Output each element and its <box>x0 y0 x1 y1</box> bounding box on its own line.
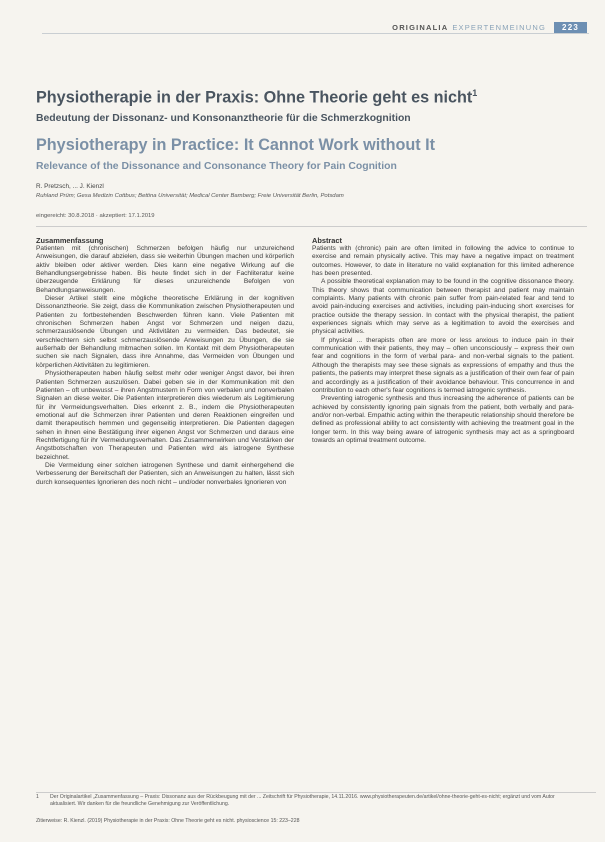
citation-line: Zitierweise: R. Kienzl. (2019) Physiotherapie in der Praxis: Ohne Theorie geht es nicht. physioscience 15: 223–228 <box>36 818 300 824</box>
running-header <box>392 22 587 33</box>
abstract-german-paragraph: Dieser Artikel stellt eine mögliche theoretische Erklärung in der kognitiven Dissonanztheorie. Sie zeigt, dass die Kommunikation zwischen Physiotherapeuten und Patienten zu fortbestehenden Beschwerden führen kann. Viele Patienten mit chronischen Schmerzen haben Angst vor Schmerzen und neigen dazu, schmerzauslösende Übungen und Aktivitäten zu vermeiden. Das bedeutet, sie verschlechtern sich selbst schmerzauslösende Anweisungen zu Übungen, die sie außerhalb der Behandlung mitmachen sollen. Im Kontakt mit dem Physiotherapeuten suchen sie nach Signalen, dass ihre Annahme, das Vermeiden von Übungen und körperlichen Aktivitäten zu legitimieren. <box>36 295 294 369</box>
abstract-german-paragraph: Patienten mit (chronischen) Schmerzen befolgen häufig nur unzureichend Anweisungen, die darauf abzielen, dass sie weiterhin Übungen machen und körperlich aktiv bleiben oder aktiver werden. Dies kann eine negative Wirkung auf die Behandlungsergebnisse haben. Bis heute findet sich in der Fachliteratur keine überzeugende Erklärung für dieses unzureichende Befolgen von Behandlungsanweisungen. <box>36 245 294 294</box>
subsection-label: EXPERTENMEINUNG <box>452 23 547 32</box>
submission-dates: eingereicht: 30.8.2018 · akzeptiert: 17.1.2019 <box>36 213 155 219</box>
title-footnote-marker: 1 <box>472 88 478 98</box>
abstract-english-paragraph: Patients with (chronic) pain are often limited in following the advice to continue to exercise and remain physically active. This may have a negative impact on treatment outcomes. However, to date in literature no valid explanation for this limited adherence has been presented. <box>312 245 574 278</box>
abstract-german <box>36 236 294 487</box>
abstract-german-paragraph: Die Vermeidung einer solchen iatrogenen Synthese und damit einhergehend die Verbesserung der Bereitschaft der Patienten, sich an Anweisungen zu halten, lässt sich durch konsequentes Ignorieren des noch nicht – und/oder nonverbales Ignorieren von <box>36 461 294 486</box>
footnote-rule <box>36 792 596 793</box>
section-divider <box>36 226 587 227</box>
authors: R. Pretzsch, ... J. Kienzl <box>36 183 104 190</box>
abstract-english-paragraph: A possible theoretical explanation may to be found in the cognitive dissonance theory. This theory shows that communication between therapist and patient may maintain complaints. Many patients with chronic pain suffer from pain-related fear and tend to avoid pain-inducing exercises and activities, including pain-inducing short exercises for practice outside the therapy session. In contact with the physical therapist, the patient experiences signals which may serve as a legitimation to avoid the exercises and physical activities. <box>312 278 574 336</box>
abstract-english-heading: Abstract <box>312 236 342 245</box>
footnote-number: 1 <box>36 794 39 800</box>
title-english: Physiotherapy in Practice: It Cannot Work without It <box>36 136 436 154</box>
title-german-text: Physiotherapie in der Praxis: Ohne Theorie geht es nicht <box>36 88 473 107</box>
subtitle-english: Relevance of the Dissonance and Consonance Theory for Pain Cognition <box>36 161 397 172</box>
footnote-text: Der Originalartikel „Zusammenfassung – Praxis: Dissonanz aus der Rückbeugung mit der ... Zeitschrift für Physiotherapie, 14.11.2016. www.physiotherapeuten.de/artikel/ohne-theorie-geht-es-nicht; ergänzt und vom Autor aktualisiert. Wir danken für die freundliche Genehmigung zur Veröffentlichung. <box>50 794 555 807</box>
abstract-english-paragraph: Preventing iatrogenic synthesis and thus increasing the adherence of patients can be achieved by consistently ignoring pain signals from the patient, both verbally and para- and/or non-verbal. Empathic acting within the therapeutic relationship should therefore be defined as professional ability to act consistently with achieving the treatment goal in the longer term. In this way being aware of iatrogenic synthesis may act as a springboard towards an optimal treatment outcome. <box>312 395 574 444</box>
footnote <box>36 794 576 807</box>
subtitle-german: Bedeutung der Dissonanz- und Konsonanztheorie für die Schmerzkognition <box>36 113 411 124</box>
abstract-english <box>312 236 574 445</box>
abstract-german-paragraph: Physiotherapeuten haben häufig selbst mehr oder weniger Angst davor, bei ihren Patienten Schmerzen auszulösen. Dabei geben sie in der Kommunikation mit den Patienten – oft unbewusst – ihren Angstmustern in Form von verbalen und nonverbalen Signalen an diese weiter. Die Patienten interpretieren dies wiederum als Legitimierung für ihr Vermeidungsverhalten. Dies erkennt z. B., indem die Physiotherapeuten emotional auf die Schmerzen ihrer Patienten und deren Reaktionen eingreifen und damit therapeutisch hemmen und gegenseitig interpretieren. Die Patienten dagegen sehen in ihnen eine Bestätigung ihrer eigenen Angst vor Schmerzen und daraus eine Rechtfertigung für ihr Vermeidungsverhalten. Das Zusammenwirken und Verstärken der Angstbotschaften von Therapeuten und Patienten wird als iatrogene Synthese bezeichnet. <box>36 370 294 461</box>
abstract-german-heading: Zusammenfassung <box>36 236 104 245</box>
header-rule <box>42 33 589 34</box>
title-german <box>36 88 576 107</box>
section-label: ORIGINALIA <box>392 23 449 32</box>
page-number-badge: 223 <box>554 22 587 33</box>
affiliations: Ruhland Prüm; Gesa Medizin Cottbus; Bettina Universität; Medical Center Bamberg; Freie Universität Berlin, Potsdam <box>36 193 344 199</box>
abstract-english-paragraph: If physical ... therapists often are more or less anxious to induce pain in their communication with their patients, they may – often unconsciously – express their own fear and cognitions in the form of verbal para- and non-verbal signals to the patient. Although the therapists may see these signals as expressions of empathy and thus the patients, the patients may interpret these signals as a justification of their own fear of pain and accordingly as a justification of their avoidance behaviour. This concurrence in and contribution to each other's fear cognitions is termed iatrogenic synthesis. <box>312 336 574 394</box>
